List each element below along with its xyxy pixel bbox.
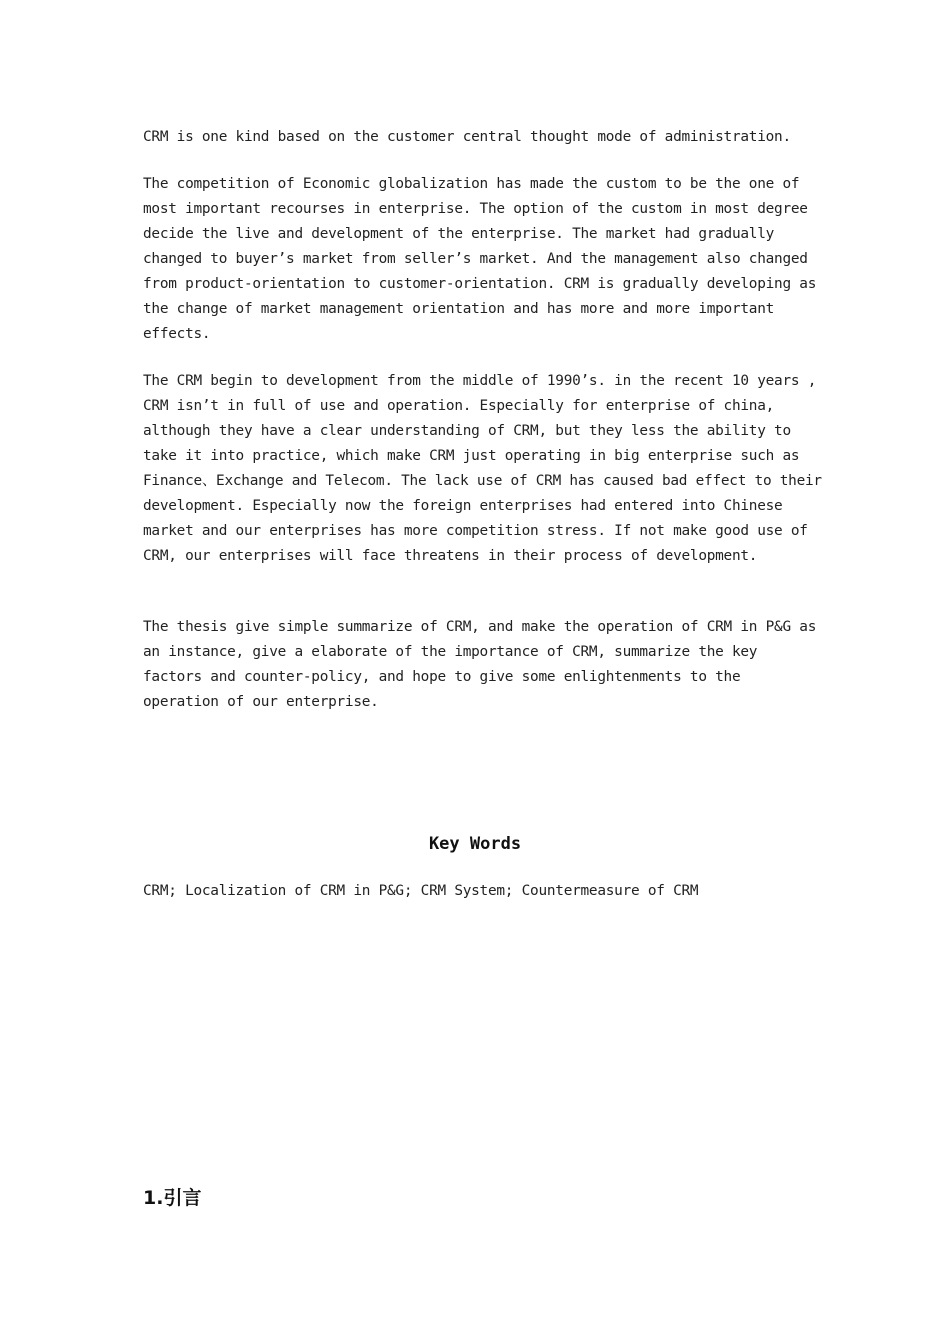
abstract-paragraph: The CRM begin to development from the middle of 1990’s. in the recent 10 years , CRM isn’t in full of use and operation. Especially for enterprise of china, although they have a clear understanding of CRM, but they less the ability to take it into practice, which make CRM just operating in big enterprise such as Finance、Exchange and Telecom. The lack use of CRM has caused bad effect to their development. Especially now the foreign enterprises had entered into Chinese market and our enterprises has more competition stress. If not make good use of CRM, our enterprises will face threatens in their process of development. — [143, 373, 822, 564]
key-words-heading: Key Words — [428, 834, 522, 854]
section-heading: 1.引言 — [143, 1187, 202, 1209]
abstract-paragraph: CRM is one kind based on the customer central thought mode of administration. — [143, 129, 791, 145]
abstract-paragraph: The thesis give simple summarize of CRM, and make the operation of CRM in P&G as an instance, give a elaborate of the importance of CRM, summarize the key factors and counter-policy, and hope to give some enlightenments to the operation of our enterprise. — [143, 619, 817, 710]
abstract-paragraph: The competition of Economic globalization has made the custom to be the one of most important recourses in enterprise. The option of the custom in most degree decide the live and development of the enterprise. The market had gradually changed to buyer’s market from seller’s market. And the management also changed from product-orientation to customer-orientation. CRM is gradually developing as the change of market management orientation and has more and more important effects. — [143, 176, 817, 342]
key-words-text: CRM; Localization of CRM in P&G; CRM System; Countermeasure of CRM — [143, 883, 699, 899]
